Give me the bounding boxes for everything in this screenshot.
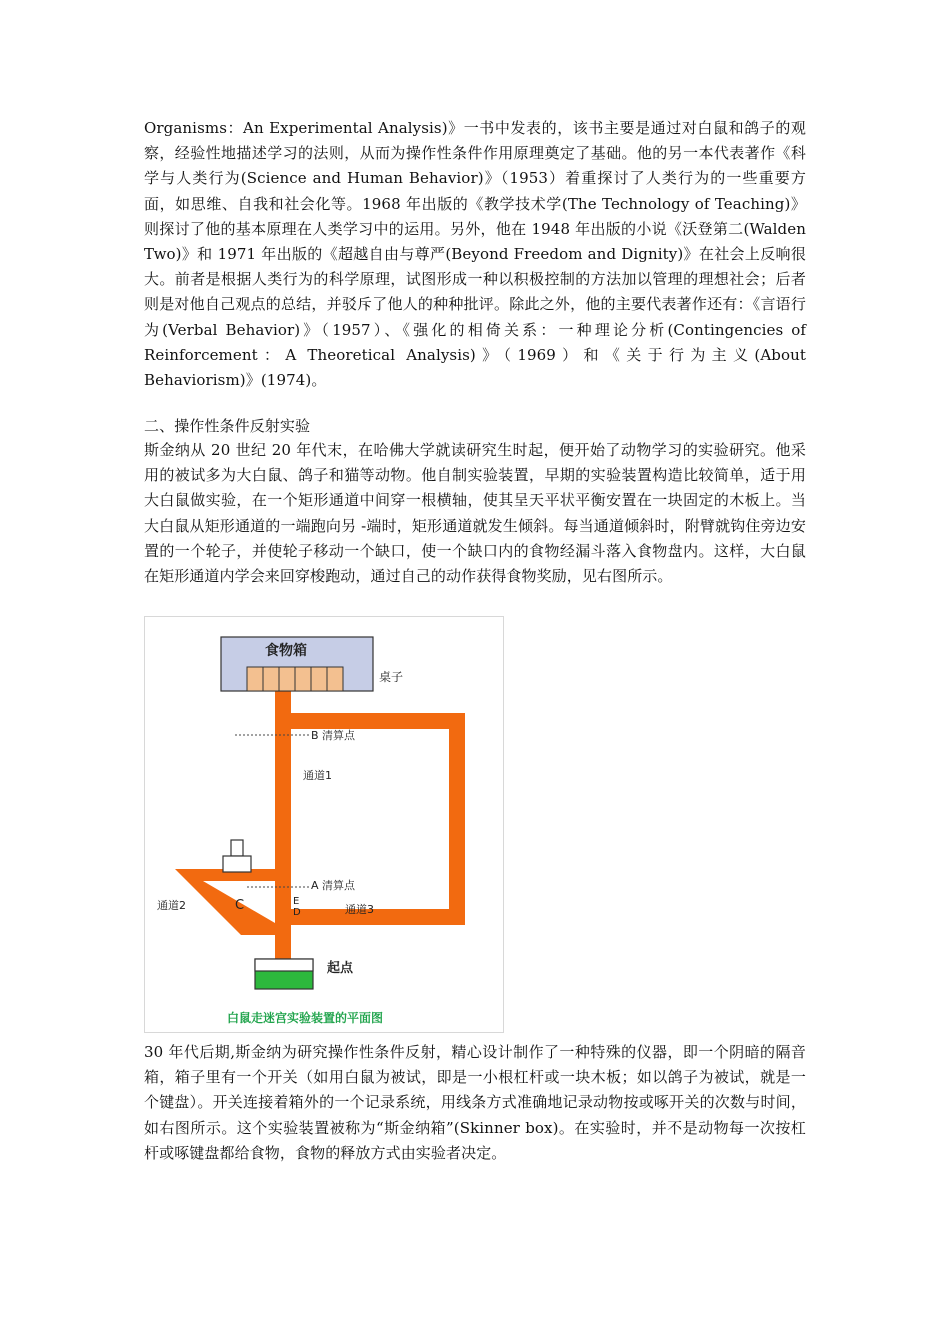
food-cell — [311, 667, 327, 691]
food-box-label: 食物箱 — [265, 643, 307, 659]
label-d: D — [293, 907, 301, 918]
food-cell — [263, 667, 279, 691]
intro-paragraph: Organisms：An Experimental Analysis)》一书中发表的，该书主要是通过对白鼠和鸽子的观察，经验性地描述学习的法则，从而为操作性条件作用原理奠定了基础。他的另一本代表著作《科学与人类行为(Science and Human Behavior)》（1953）着重探讨了人类行为的一些重要方面，如思维、自我和社会化等。1968 年出版的《教学技术学(The Technology of Teaching)》则探讨了他的基本原理在人类学习中的运用。另外，他在 1948 年出版的小说《沃登第二(Walden Two)》和 1971 年出版的《超越自由与尊严(Beyond Freedom and Dignity)》在社会上反响很大。前者是根据人类行为的科学原理，试图形成一种以积极控制的方法加以管理的理想社会；后者则是对他自己观点的总结，并驳斥了他人的种种批评。除此之外，他的主要代表著作还有：《言语行为(Verbal Behavior)》（1957）、《强化的相倚关系：一种理论分析(Contingencies of Reinforcement：A Theoretical Analysis)》（1969）和《关于行为主义(About Behaviorism)》(1974)。 — [144, 119, 806, 390]
table-label: 桌子 — [379, 670, 404, 684]
point-b-label: B 清算点 — [311, 729, 356, 742]
lever-device-top — [231, 840, 243, 856]
section-heading: 二、操作性条件反射实验 — [144, 417, 311, 435]
figure-caption: 白鼠走迷宫实验装置的平面图 — [227, 1011, 384, 1025]
food-cell — [327, 667, 343, 691]
channel-1-label: 通道1 — [303, 769, 332, 782]
start-label: 起点 — [327, 961, 354, 976]
lever-device-body — [223, 856, 251, 872]
channel-3-top-track — [291, 713, 465, 729]
food-cells — [247, 667, 343, 691]
label-c: C — [235, 898, 245, 913]
point-a-label: A 清算点 — [311, 879, 356, 892]
channel-2-label: 通道2 — [157, 899, 186, 912]
maze-diagram — [145, 617, 505, 1034]
maze-figure — [144, 616, 504, 1033]
channel-2-track — [175, 869, 275, 935]
channel-3-right-track — [449, 713, 465, 925]
channel-1-track — [275, 689, 291, 959]
skinner-box-paragraph: 30 年代后期,斯金纳为研究操作性条件反射，精心设计制作了一种特殊的仪器，即一个阴暗的隔音箱，箱子里有一个开关（如用白鼠为被试，即是一小根杠杆或一块木板；如以鸽子为被试，就是一个键盘）。开关连接着箱外的一个记录系统，用线条方式准确地记录动物按或啄开关的次数与时间，如右图所示。这个实验装置被称为“斯金纳箱”(Skinner box)。在实验时，并不是动物每一次按杠杆或啄键盘都给食物，食物的释放方式由实验者决定。 — [144, 1043, 806, 1162]
food-cell — [247, 667, 263, 691]
start-box-top — [255, 959, 313, 971]
channel-3-bottom-track — [291, 909, 465, 925]
food-cell — [295, 667, 311, 691]
label-e: E — [293, 896, 300, 907]
channel-3-label: 通道3 — [345, 903, 374, 916]
experiment-paragraph: 斯金纳从 20 世纪 20 年代末，在哈佛大学就读研究生时起，便开始了动物学习的实验研究。他采用的被试多为大白鼠、鸽子和猫等动物。他自制实验装置，早期的实验装置构造比较简单，适于用大白鼠做实验，在一个矩形通道中间穿一根横轴，使其呈天平状平衡安置在一块固定的木板上。当大白鼠从矩形通道的一端跑向另 -端时，矩形通道就发生倾斜。每当通道倾斜时，附臂就钩住旁边安置的一个轮子，并使轮子移动一个缺口，使一个缺口内的食物经漏斗落入食物盘内。这样，大白鼠在矩形通道内学会来回穿梭跑动，通过自己的动作获得食物奖励，见右图所示。 — [144, 441, 806, 586]
food-cell — [279, 667, 295, 691]
